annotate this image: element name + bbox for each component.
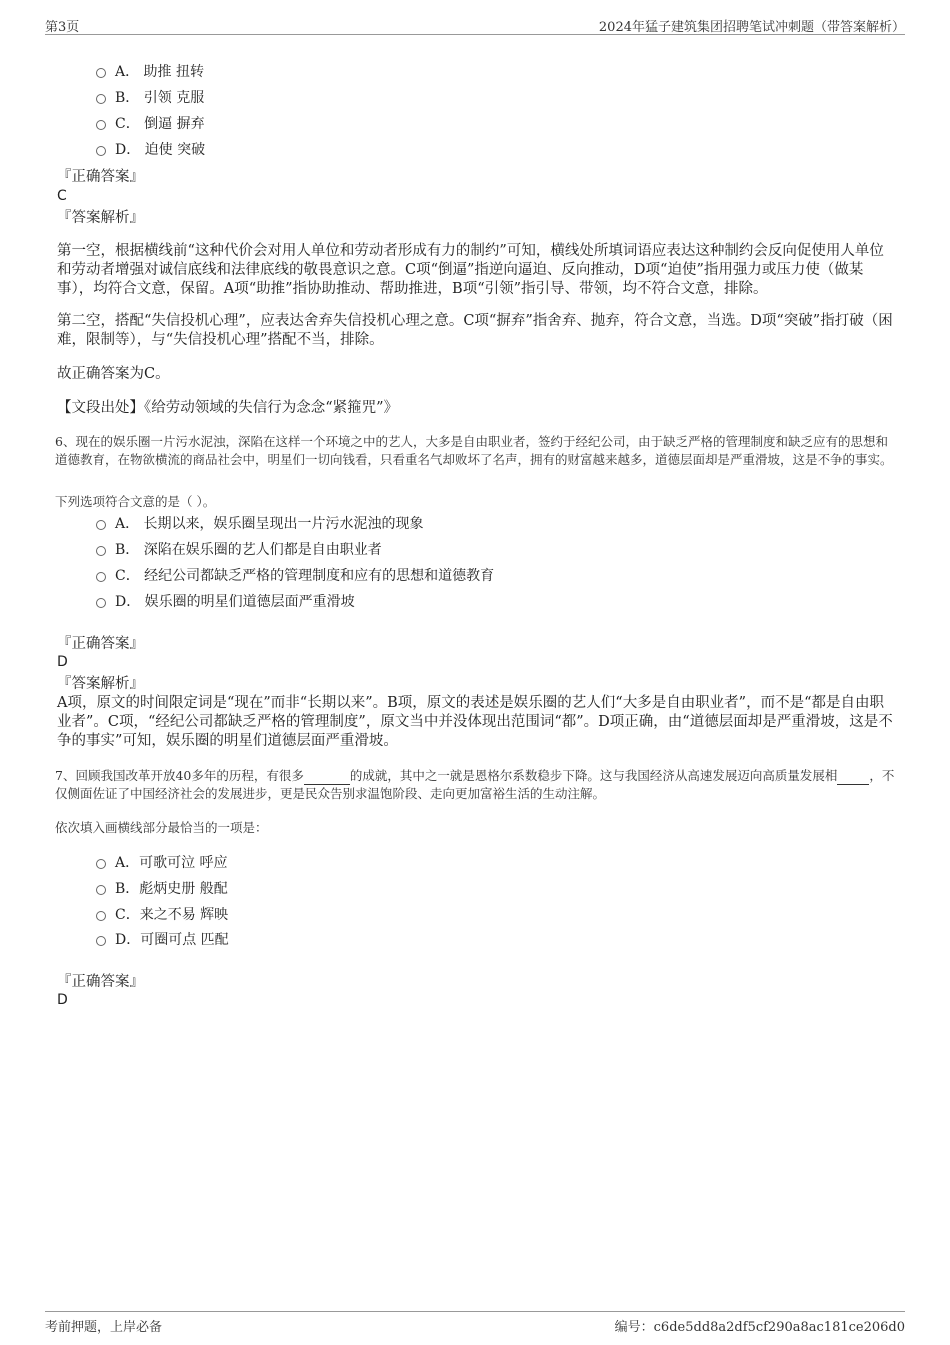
- q7-answer: D: [57, 992, 68, 1008]
- q5-option-a[interactable]: A． 助推 扭转: [96, 62, 204, 82]
- footer-slogan: 考前押题，上岸必备: [45, 1320, 163, 1335]
- radio-icon[interactable]: [96, 598, 106, 608]
- radio-icon[interactable]: [96, 94, 106, 104]
- radio-icon[interactable]: [96, 146, 106, 156]
- page-footer: [45, 1311, 905, 1334]
- radio-icon[interactable]: [96, 572, 106, 582]
- q6-analysis: A项，原文的时间限定词是“现在”而非“长期以来”。B项，原文的表述是娱乐圈的艺人们“大多是自由职业者”，而不是“都是自由职业者”。C项，“经纪公司都缺乏严格的管理制度”，原文当中并没体现出范围词“都”。D项正确，由“道德层面却是严重滑坡，这是不争的事实”可知，娱乐圈的明星们道德层面严重滑坡。: [57, 695, 893, 749]
- q7-question: 依次填入画横线部分最恰当的一项是：: [55, 820, 268, 835]
- radio-icon[interactable]: [96, 546, 106, 556]
- q6-analysis-label: 『答案解析』: [57, 676, 144, 692]
- radio-icon[interactable]: [96, 120, 106, 130]
- q6-option-a[interactable]: A． 长期以来，娱乐圈呈现出一片污水泥浊的现象: [96, 514, 424, 534]
- q5-analysis-paragraph-1: 第一空，根据横线前“这种代价会对用人单位和劳动者形成有力的制约”可知，横线处所填词语应表达这种制约会反向促使用人单位和劳动者增强对诚信底线和法律底线的敬畏意识之意。C项“倒逼”指逆向逼迫、反向推动，D项“迫使”指用强力或压力使（做某事），均符合文意，保留。A项“助推”指协助推动、帮助推进，B项“引领”指引导、带领，均不符合文意，排除。: [57, 243, 884, 297]
- q5-option-d[interactable]: D． 迫使 突破: [96, 140, 205, 160]
- q5-option-c[interactable]: C． 倒逼 摒弃: [96, 114, 205, 134]
- q6-answer-label: 『正确答案』: [57, 636, 144, 652]
- radio-icon[interactable]: [96, 520, 106, 530]
- q5-analysis-label: 『答案解析』: [57, 210, 144, 226]
- q6-stem: 6、现在的娱乐圈一片污水泥浊，深陷在这样一个环境之中的艺人，大多是自由职业者，签约于经纪公司，由于缺乏严格的管理制度和缺乏应有的思想和道德教育，在物欲横流的商品社会中，明星们一切向钱看，只看重名气却败坏了名声，拥有的财富越来越多，道德层面却是严重滑坡，这是不争的事实。: [55, 434, 893, 467]
- q7-option-a[interactable]: A．可歌可泣 呼应: [96, 853, 228, 873]
- q6-question: 下列选项符合文意的是（ ）。: [55, 494, 216, 509]
- radio-icon[interactable]: [96, 859, 106, 869]
- blank-2: [837, 766, 869, 785]
- q6-answer: D: [57, 654, 68, 670]
- document-id: 编号：c6de5dd8a2df5cf290a8ac181ce206d0: [614, 1320, 905, 1335]
- q7-option-d[interactable]: D．可圈可点 匹配: [96, 930, 229, 950]
- q5-answer: C: [57, 188, 67, 204]
- page-header: [45, 14, 905, 35]
- q5-analysis-paragraph-3: 故正确答案为C。: [57, 366, 170, 382]
- page-number: 第3页: [45, 20, 80, 35]
- q7-answer-label: 『正确答案』: [57, 974, 144, 990]
- document-title: 2024年猛子建筑集团招聘笔试冲刺题（带答案解析）: [598, 20, 905, 35]
- q7-option-b[interactable]: B．彪炳史册 般配: [96, 879, 228, 899]
- q5-answer-label: 『正确答案』: [57, 169, 144, 185]
- q5-option-b[interactable]: B． 引领 克服: [96, 88, 204, 108]
- q5-source: 【文段出处】《给劳动领域的失信行为念念“紧箍咒”》: [57, 400, 399, 416]
- blank-1: [304, 766, 350, 785]
- radio-icon[interactable]: [96, 936, 106, 946]
- radio-icon[interactable]: [96, 911, 106, 921]
- q5-analysis-paragraph-2: 第二空，搭配“失信投机心理”，应表达舍弃失信投机心理之意。C项“摒弃”指舍弃、抛弃，符合文意，当选。D项“突破”指打破（困难，限制等），与“失信投机心理”搭配不当，排除。: [57, 313, 893, 348]
- q6-option-b[interactable]: B． 深陷在娱乐圈的艺人们都是自由职业者: [96, 540, 382, 560]
- radio-icon[interactable]: [96, 885, 106, 895]
- q6-option-d[interactable]: D． 娱乐圈的明星们道德层面严重滑坡: [96, 592, 355, 612]
- q6-option-c[interactable]: C． 经纪公司都缺乏严格的管理制度和应有的思想和道德教育: [96, 566, 494, 586]
- q7-option-c[interactable]: C．来之不易 辉映: [96, 905, 228, 925]
- radio-icon[interactable]: [96, 68, 106, 78]
- q7-stem: 7、回顾我国改革开放40多年的历程，有很多 的成就，其中之一就是恩格尔系数稳步下降。这与我国经济从高速发展迈向高质量发展相 ，不仅侧面佐证了中国经济社会的发展进步，更是民众告别求温饱阶段、走向更加富裕生活的生动注解。: [55, 768, 895, 801]
